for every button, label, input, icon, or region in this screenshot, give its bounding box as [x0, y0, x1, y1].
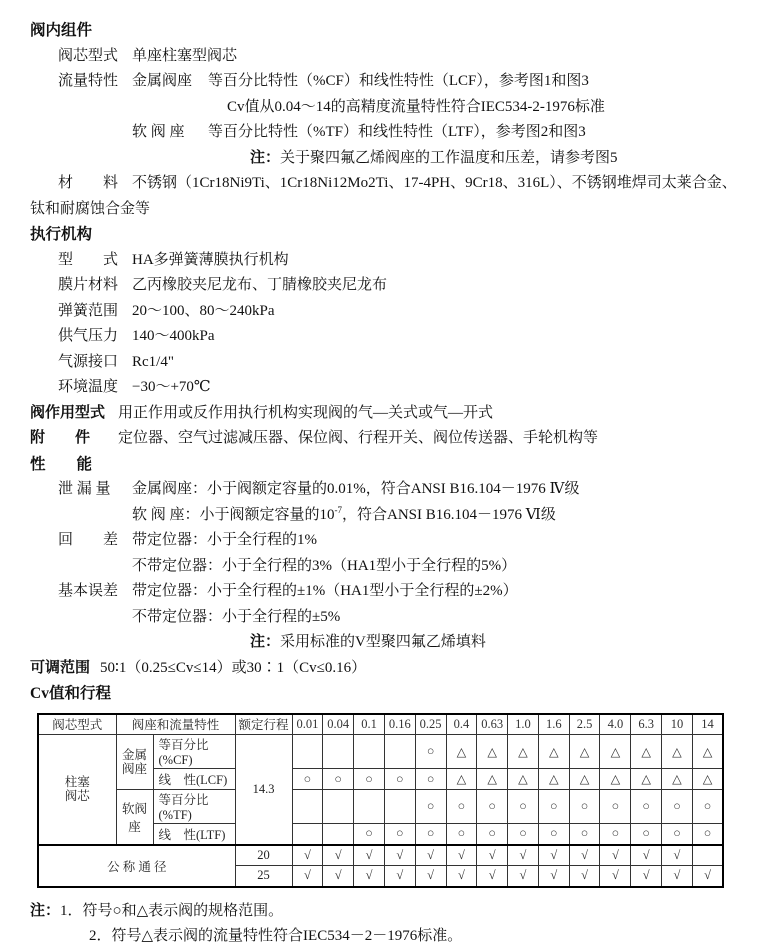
cv-stroke-table	[37, 713, 724, 888]
cv-mark-cell: √	[662, 845, 693, 866]
cv-mark-cell: ○	[446, 790, 477, 824]
leakage-soft-exponent: -7	[334, 504, 343, 515]
cv-column-header: 6.3	[631, 714, 662, 735]
cv-mark-cell: △	[569, 735, 600, 769]
flow-characteristic-label: 流量特性	[58, 73, 119, 89]
cv-mark-cell	[323, 824, 354, 845]
cv-mark-cell	[692, 845, 723, 866]
cv-mark-cell: ○	[415, 735, 446, 769]
packing-note-row	[250, 630, 758, 656]
cv-column-header: 0.25	[415, 714, 446, 735]
spring-range-row	[58, 299, 758, 325]
note-label: 注：	[250, 149, 281, 166]
plug-type-cell-line1: 柱塞	[64, 775, 90, 790]
basic-error-without-positioner: 不带定位器：小于全行程的±5%	[132, 608, 341, 625]
material-label: 材 料	[58, 175, 119, 191]
accessories-value: 定位器、空气过滤减压器、保位阀、行程开关、阀位传送器、手轮机构等	[118, 430, 599, 446]
cv-mark-cell: √	[692, 866, 723, 887]
cv-mark-cell: √	[477, 866, 508, 887]
cv-mark-cell: √	[569, 866, 600, 887]
plug-type-row	[58, 44, 758, 70]
footnote-1-row	[30, 899, 758, 925]
cv-mark-cell	[292, 735, 323, 769]
cv-mark-cell: △	[508, 735, 539, 769]
cv-mark-cell: ○	[569, 824, 600, 845]
hysteresis-without-positioner: 不带定位器：小于全行程的3%（HA1型小于全行程的5%）	[132, 557, 517, 574]
metal-seat-cell-line2: 阀座	[121, 762, 147, 776]
leakage-label: 泄 漏 量	[58, 481, 111, 497]
accessories-label: 附 件	[30, 430, 91, 446]
cv-mark-cell	[292, 824, 323, 845]
cv-mark-cell: ○	[508, 790, 539, 824]
cv-mark-cell: √	[446, 866, 477, 887]
supply-pressure-row	[58, 324, 758, 350]
metal-seat-cell	[116, 735, 153, 790]
basic-error-row	[58, 579, 758, 605]
leakage-soft-prefix: 软 阀 座：小于阀额定容量的10	[132, 506, 335, 523]
cv-mark-cell: √	[415, 866, 446, 887]
row-label-pct-tf: 等百分比(%TF)	[153, 790, 235, 824]
row-label-lcf: 线 性(LCF)	[153, 769, 235, 790]
cv-mark-cell: √	[323, 866, 354, 887]
air-connection-label: 气源接口	[58, 353, 119, 370]
cv-mark-cell	[354, 790, 385, 824]
row-label-pct-cf: 等百分比(%CF)	[153, 735, 235, 769]
diaphragm-material-label: 膜片材料	[58, 277, 119, 293]
plug-type-cell	[38, 735, 116, 845]
cv-mark-cell: △	[631, 769, 662, 790]
section-title-actuator: 执行机构	[30, 226, 93, 243]
cv-mark-cell: △	[692, 769, 723, 790]
cv-mark-cell	[384, 790, 415, 824]
cv-mark-cell: ○	[569, 790, 600, 824]
rangeability-label: 可调范围	[30, 659, 91, 676]
basic-error-label: 基本误差	[58, 583, 119, 599]
cv-mark-cell: √	[384, 845, 415, 866]
supply-pressure-label: 供气压力	[58, 328, 119, 344]
cv-mark-cell	[323, 735, 354, 769]
packing-note-text: 采用标准的V型聚四氟乙烯填料	[280, 634, 486, 650]
air-connection-value: Rc1/4"	[132, 353, 174, 370]
footnote-label: 注：	[30, 902, 61, 919]
cv-mark-cell: √	[323, 845, 354, 866]
cv-column-header: 14	[692, 714, 723, 735]
header-rated-stroke: 额定行程	[235, 714, 292, 735]
supply-pressure-value: 140～400kPa	[132, 328, 215, 344]
cv-mark-cell: √	[631, 866, 662, 887]
cv-mark-cell: ○	[600, 790, 631, 824]
cv-mark-cell: △	[631, 735, 662, 769]
cv-mark-cell: ○	[692, 824, 723, 845]
cv-range-note: Cv值从0.04～14的高精度流量特性符合IEC534-2-1976标准	[227, 98, 605, 115]
cv-mark-cell: △	[508, 769, 539, 790]
material-value: 不锈钢（1Cr18Ni9Ti、1Cr18Ni12Mo2Ti、17-4PH、9Cr18、316L）、不锈钢堆焊司太莱合金、	[132, 175, 737, 191]
section-title-performance: 性 能	[30, 455, 93, 473]
cv-mark-cell: ○	[354, 824, 385, 845]
section-title-valve-trim: 阀内组件	[30, 22, 93, 39]
cv-column-header: 0.1	[354, 714, 385, 735]
cv-mark-cell: ○	[662, 824, 693, 845]
footnotes	[30, 899, 758, 950]
cv-mark-cell: ○	[538, 824, 569, 845]
spring-range-value: 20～100、80～240kPa	[132, 302, 275, 319]
cv-mark-cell: √	[292, 866, 323, 887]
hysteresis-row	[58, 528, 758, 554]
soft-seat-label: 软 阀 座	[132, 124, 185, 140]
header-plug-type: 阀芯型式	[38, 714, 116, 735]
cv-mark-cell: √	[538, 866, 569, 887]
metal-seat-label: 金属阀座	[132, 73, 193, 89]
actuator-type-row	[58, 248, 758, 274]
cv-mark-cell: △	[662, 735, 693, 769]
cv-mark-cell: △	[662, 769, 693, 790]
dn25-size-cell: 25	[235, 866, 292, 887]
accessories-row	[30, 426, 758, 452]
cv-mark-cell: △	[538, 769, 569, 790]
cv-mark-cell: √	[477, 845, 508, 866]
ptfe-note-row	[250, 146, 758, 172]
plug-type-cell-line2: 阀芯	[64, 789, 90, 804]
cv-mark-cell	[384, 735, 415, 769]
cv-mark-cell: ○	[354, 769, 385, 790]
leakage-soft-row	[132, 503, 758, 529]
soft-seat-row	[58, 120, 758, 146]
cv-mark-cell: ○	[477, 790, 508, 824]
cv-mark-cell: ○	[415, 790, 446, 824]
cv-mark-cell: ○	[631, 790, 662, 824]
metal-seat-value: 等百分比特性（%CF）和线性特性（LCF），参考图1和图3	[208, 73, 589, 89]
cv-mark-cell: ○	[662, 790, 693, 824]
diaphragm-material-value: 乙丙橡胶夹尼龙布、丁腈橡胶夹尼龙布	[132, 277, 388, 293]
cv-mark-cell: △	[569, 769, 600, 790]
cv-mark-cell: △	[446, 769, 477, 790]
table-row-pct-tf	[38, 790, 723, 824]
diaphragm-material-row	[58, 273, 758, 299]
flow-characteristic-row	[58, 69, 758, 95]
cv-mark-cell: ○	[323, 769, 354, 790]
metal-seat-cell-line1: 金属	[121, 748, 147, 762]
cv-mark-cell: √	[354, 866, 385, 887]
cv-mark-cell: ○	[384, 824, 415, 845]
ambient-temperature-value: −30～+70℃	[132, 379, 211, 395]
cv-mark-cell: √	[384, 866, 415, 887]
ambient-temperature-label: 环境温度	[58, 379, 119, 395]
actuator-type-value: HA多弹簧薄膜执行机构	[132, 251, 289, 268]
actuator-type-label: 型 式	[58, 251, 119, 268]
cv-mark-cell: △	[538, 735, 569, 769]
cv-column-header: 1.0	[508, 714, 539, 735]
rangeability-row	[30, 656, 758, 682]
material-row	[58, 171, 758, 197]
cv-mark-cell: √	[508, 866, 539, 887]
cv-mark-cell: √	[446, 845, 477, 866]
cv-mark-cell: √	[631, 845, 662, 866]
cv-mark-cell: △	[600, 735, 631, 769]
cv-mark-cell: √	[292, 845, 323, 866]
table-row-dn20	[38, 845, 723, 866]
header-seat-flow: 阀座和流量特性	[116, 714, 235, 735]
cv-mark-cell: ○	[292, 769, 323, 790]
cv-column-header: 0.4	[446, 714, 477, 735]
ptfe-note-text: 关于聚四氟乙烯阀座的工作温度和压差，请参考图5	[280, 149, 618, 166]
leakage-metal-value: 金属阀座：小于阀额定容量的0.01%，符合ANSI B16.104－1976 Ⅳ级	[132, 481, 580, 497]
cv-mark-cell: △	[446, 735, 477, 769]
cv-mark-cell: √	[662, 866, 693, 887]
cv-mark-cell: √	[600, 845, 631, 866]
cv-column-header: 0.01	[292, 714, 323, 735]
cv-column-header: 10	[662, 714, 693, 735]
cv-mark-cell	[323, 790, 354, 824]
section-title-cv-stroke: Cv值和行程	[30, 685, 111, 702]
cv-mark-cell: √	[600, 866, 631, 887]
footnote-2-text: 2．符号△表示阀的流量特性符合IEC534－2－1976标准。	[89, 928, 463, 944]
plug-type-label: 阀芯型式	[58, 47, 119, 64]
note-label: 注：	[250, 634, 281, 650]
cv-mark-cell: √	[538, 845, 569, 866]
rated-stroke-value: 14.3	[235, 735, 292, 845]
cv-mark-cell: ○	[415, 824, 446, 845]
plug-type-value: 单座柱塞型阀芯	[132, 47, 238, 64]
basic-error-with-positioner: 带定位器：小于全行程的±1%（HA1型小于全行程的±2%）	[132, 583, 518, 599]
dn20-size-cell: 20	[235, 845, 292, 866]
footnote-2-row	[89, 924, 758, 950]
cv-column-header: 4.0	[600, 714, 631, 735]
cv-mark-cell: △	[600, 769, 631, 790]
cv-mark-cell: ○	[600, 824, 631, 845]
cv-mark-cell: ○	[692, 790, 723, 824]
soft-seat-value: 等百分比特性（%TF）和线性特性（LTF），参考图2和图3	[208, 124, 586, 140]
material-value-continuation: 钛和耐腐蚀合金等	[30, 200, 151, 217]
leakage-soft-suffix: ，符合ANSI B16.104－1976 Ⅵ级	[342, 506, 556, 523]
cv-mark-cell: △	[692, 735, 723, 769]
hysteresis-with-positioner: 带定位器：小于全行程的1%	[132, 532, 317, 548]
row-label-ltf: 线 性(LTF)	[153, 824, 235, 845]
hysteresis-label: 回 差	[58, 532, 119, 548]
nominal-diameter-cell: 公 称 通 径	[38, 845, 235, 887]
cv-mark-cell: ○	[508, 824, 539, 845]
action-type-label: 阀作用型式	[30, 404, 106, 421]
cv-mark-cell: △	[477, 735, 508, 769]
ambient-temperature-row	[58, 375, 758, 401]
cv-mark-cell: √	[354, 845, 385, 866]
cv-column-header: 1.6	[538, 714, 569, 735]
cv-column-header: 0.04	[323, 714, 354, 735]
cv-mark-cell: √	[508, 845, 539, 866]
cv-mark-cell: △	[477, 769, 508, 790]
footnote-1-text: 1．符号○和△表示阀的规格范围。	[60, 902, 284, 919]
action-type-row	[30, 401, 758, 427]
leakage-row	[58, 477, 758, 503]
cv-mark-cell: ○	[538, 790, 569, 824]
cv-mark-cell: √	[415, 845, 446, 866]
cv-mark-cell: ○	[446, 824, 477, 845]
table-row-pct-cf	[38, 735, 723, 769]
cv-column-header: 2.5	[569, 714, 600, 735]
spring-range-label: 弹簧范围	[58, 302, 119, 319]
cv-column-header: 0.63	[477, 714, 508, 735]
cv-mark-cell: ○	[384, 769, 415, 790]
cv-column-header: 0.16	[384, 714, 415, 735]
cv-mark-cell: ○	[477, 824, 508, 845]
cv-mark-cell: ○	[415, 769, 446, 790]
rangeability-value: 50∶1（0.25≤Cv≤14）或30∶1（Cv≤0.16）	[100, 659, 367, 676]
soft-seat-cell: 软阀座	[116, 790, 153, 845]
cv-mark-cell	[354, 735, 385, 769]
air-connection-row	[58, 350, 758, 376]
table-header-row	[38, 714, 723, 735]
cv-mark-cell: ○	[631, 824, 662, 845]
cv-mark-cell	[292, 790, 323, 824]
cv-mark-cell: √	[569, 845, 600, 866]
action-type-value: 用正作用或反作用执行机构实现阀的气—关式或气—开式	[118, 404, 494, 421]
